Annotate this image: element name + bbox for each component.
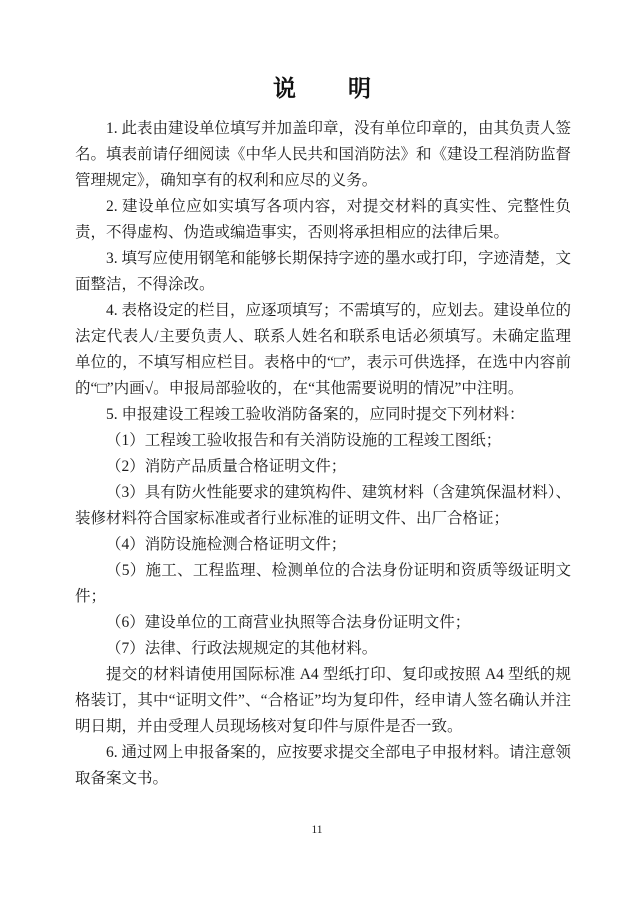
material-item-4: （4）消防设施检测合格证明文件； xyxy=(106,536,347,553)
page-number: 11 xyxy=(311,824,323,836)
instruction-paragraph-2: 2. 建设单位应如实填写各项内容，对提交材料的真实性、完整性负责，不得虚构、伪造或编造事实，否则将承担相应的法律后果。 xyxy=(75,198,571,241)
instruction-paragraph-a4-note: 提交的材料请使用国际标准 A4 型纸打印、复印或按照 A4 型纸的规格装订，其中“证明文件”、“合格证”均为复印件，经申请人签名确认并注明日期，并由受理人员现场核对复印件与原件是否一致。 xyxy=(75,666,571,735)
instruction-paragraph-3: 3. 填写应使用钢笔和能够长期保持字迹的墨水或打印，字迹清楚，文面整洁，不得涂改。 xyxy=(75,250,572,293)
instruction-paragraph-5: 5. 申报建设工程竣工验收消防备案的，应同时提交下列材料： xyxy=(106,406,525,423)
material-item-5: （5）施工、工程监理、检测单位的合法身份证明和资质等级证明文件； xyxy=(75,562,571,605)
instruction-paragraph-6: 6. 通过网上申报备案的，应按要求提交全部电子申报材料。请注意领取备案文书。 xyxy=(75,744,572,787)
instruction-paragraph-1: 1. 此表由建设单位填写并加盖印章，没有单位印章的，由其负责人签名。填表前请仔细阅读《中华人民共和国消防法》和《建设工程消防监督管理规定》，确知享有的权利和应尽的义务。 xyxy=(75,120,572,189)
instruction-paragraph-4: 4. 表格设定的栏目，应逐项填写；不需填写的，应划去。建设单位的法定代表人/主要负责人、联系人姓名和联系电话必须填写。未确定监理单位的，不填写相应栏目。表格中的“□”，表示可供选择，在选中内容前的“□”内画√。申报局部验收的，在“其他需要说明的情况”中注明。 xyxy=(75,302,572,397)
material-item-1: （1）工程竣工验收报告和有关消防设施的工程竣工图纸； xyxy=(106,432,502,449)
material-item-7: （7）法律、行政法规规定的其他材料。 xyxy=(106,640,378,657)
material-item-2: （2）消防产品质量合格证明文件； xyxy=(106,458,347,475)
material-item-6: （6）建设单位的工商营业执照等合法身份证明文件； xyxy=(106,614,471,631)
page-title: 说 明 xyxy=(273,75,373,101)
document-content xyxy=(75,70,571,792)
material-item-3: （3）具有防火性能要求的建筑构件、建筑材料（含建筑保温材料）、装修材料符合国家标准或者行业标准的证明文件、出厂合格证； xyxy=(75,484,572,527)
